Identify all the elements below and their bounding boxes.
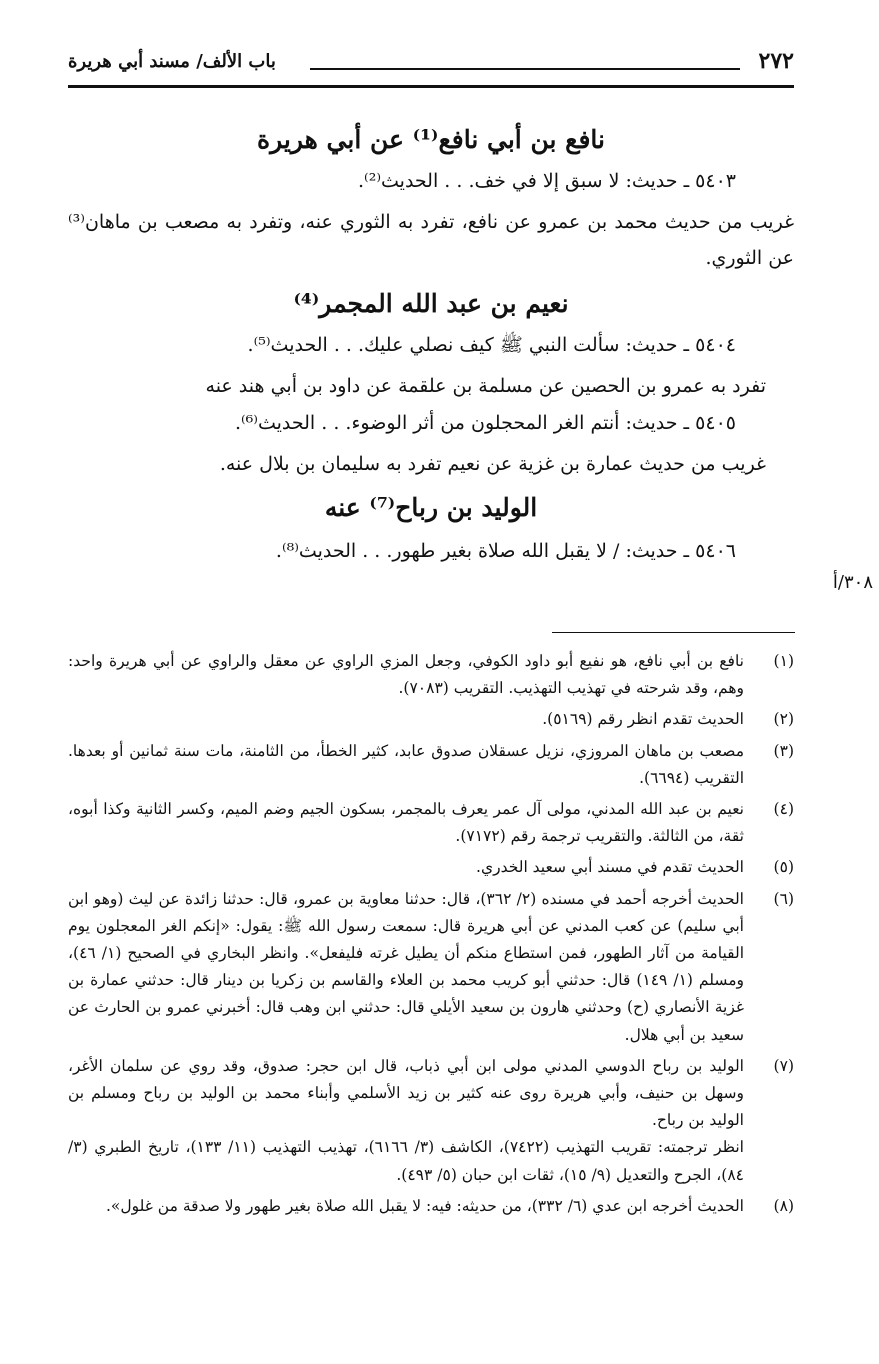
footnote-number: (٢) (773, 710, 794, 729)
section-heading-nuaym: نعيم بن عبد الله المجمر⁽⁴⁾ (293, 289, 569, 318)
footnote-7 (68, 1053, 794, 1189)
footnote-number: (٥) (773, 858, 794, 877)
hadith-5403: ٥٤٠٣ ـ حديث: لا سبق إلا في خف. . . الحديث⁽²⁾. (357, 170, 736, 192)
footnote-number: (٦) (773, 889, 794, 908)
page-number: ٢٧٢ (758, 48, 794, 74)
footnote-number: (٨) (773, 1196, 794, 1215)
footnote-number: (١) (773, 652, 794, 670)
footnote-number: (٤) (773, 800, 794, 819)
footnote-2 (68, 706, 794, 733)
footnote-8 (68, 1193, 794, 1220)
running-title: باب الألف/ مسند أبي هريرة (68, 51, 276, 72)
footnote-text: الحديث تقدم في مسند أبي سعيد الخدري. (476, 858, 744, 877)
footnote-text: نعيم بن عبد الله المدني، مولى آل عمر يعرف بالمجمر، بسكون الجيم وضم الميم، وكسر الثانية وكذا أبوه، ثقة، من الثالثة. والتقريب ترجمة رقم (٧١٧٢). (68, 800, 744, 846)
comment-5403: غريب من حديث محمد بن عمرو عن نافع، تفرد به الثوري عنه، وتفرد به مصعب بن ماهان⁽³⁾ عن الثوري. (68, 211, 794, 269)
footnote-text: مصعب بن ماهان المروزي، نزيل عسقلان صدوق عابد، كثير الخطأ، من الثامنة، مات سنة ثمانين أو بعدها. التقريب (٦٦٩٤). (68, 741, 744, 787)
comment-5405: غريب من حديث عمارة بن غزية عن نعيم تفرد به سليمان بن بلال عنه. (219, 453, 766, 475)
hadith-5406: ٥٤٠٦ ـ حديث: / لا يقبل الله صلاة بغير طهور. . . الحديث⁽⁸⁾. (275, 540, 736, 562)
footnote-text: الحديث تقدم انظر رقم (٥١٦٩). (542, 710, 744, 729)
footnote-3 (68, 738, 794, 792)
section-heading-nafi: نافع بن أبي نافع⁽¹⁾ عن أبي هريرة (257, 125, 605, 154)
main-text (68, 118, 794, 570)
footnote-number: (٣) (773, 741, 794, 760)
running-header (68, 46, 794, 82)
hadith-5404: ٥٤٠٤ ـ حديث: سألت النبي ﷺ كيف نصلي عليك. . . الحديث⁽⁵⁾. (247, 334, 736, 356)
footnote-number: (٧) (773, 1056, 794, 1075)
footnote-1 (68, 648, 794, 702)
hadith-5405: ٥٤٠٥ ـ حديث: أنتم الغر المحجلون من أثر الوضوء. . . الحديث⁽⁶⁾. (234, 412, 736, 434)
footnote-text: نافع بن أبي نافع، هو نفيع أبو داود الكوفي، وجعل المزي الراوي عن معقل والراوي عن أبي هريرة واحد: وهم، وقد شرحته في تهذيب التهذيب. التقريب (٧٠٨٣). (68, 652, 744, 698)
header-divider (68, 85, 794, 88)
section-heading-walid: الوليد بن رباح⁽⁷⁾ عنه (324, 493, 538, 522)
footnote-4 (68, 796, 794, 850)
manuscript-folio-ref: ٣٠٨/أ (832, 572, 873, 593)
footnote-6 (68, 886, 794, 1049)
footnotes (68, 648, 794, 1224)
footnote-text-continued: انظر ترجمته: تقريب التهذيب (٧٤٢٢)، الكاشف (٣/ ٦١٦٦)، تهذيب التهذيب (١١/ ١٣٣)، تاريخ الطبري (٣/ ٨٤)، الجرح والتعديل (٩/ ١٥)، ثقات ابن حبان (٥/ ٤٩٣). (68, 1138, 744, 1184)
footnote-text: الحديث أخرجه ابن عدي (٦/ ٣٣٢)، من حديثه: فيه: لا يقبل الله صلاة بغير طهور ولا صدقة من غلول». (105, 1196, 744, 1215)
comment-5404: تفرد به عمرو بن الحصين عن مسلمة بن علقمة عن داود بن أبي هند عنه (205, 375, 766, 397)
footnote-5 (68, 854, 794, 881)
header-rule (310, 68, 740, 70)
footnote-separator (552, 632, 795, 633)
footnote-text: الحديث أخرجه أحمد في مسنده (٢/ ٣٦٢)، قال: حدثنا معاوية بن عمرو، قال: حدثنا زائدة عن ليث (وهو ابن أبي سليم) عن كعب المدني عن أبي هريرة قال: سمعت رسول الله ﷺ: يقول: «إنكم الغر المعجلون يوم القيامة من آثار الطهور، فمن استطاع منكم أن يطيل غرته فليفعل». وانظر البخاري في الصحيح (١/ ٤٦)، ومسلم (١/ ١٤٩) قال: حدثني أبو كريب محمد بن العلاء والقاسم بن زكريا بن دينار قال: حدثني عمارة بن غزية الأنصاري (ح) وحدثني هارون بن سعيد الأيلي قال: حدثني ابن وهب قال: أخبرني عمرو بن الحارث عن سعيد بن أبي هلال. (68, 889, 745, 1044)
footnote-text: الوليد بن رباح الدوسي المدني مولى ابن أبي ذباب، قال ابن حجر: صدوق، وقد روي عن سلمان الأغر، وسهل بن حنيف، وأبي هريرة روى عنه كثير بن زيد الأسلمي وأبناء محمد بن الوليد بن رباح ومسلم بن الوليد بن رباح. (68, 1056, 744, 1130)
